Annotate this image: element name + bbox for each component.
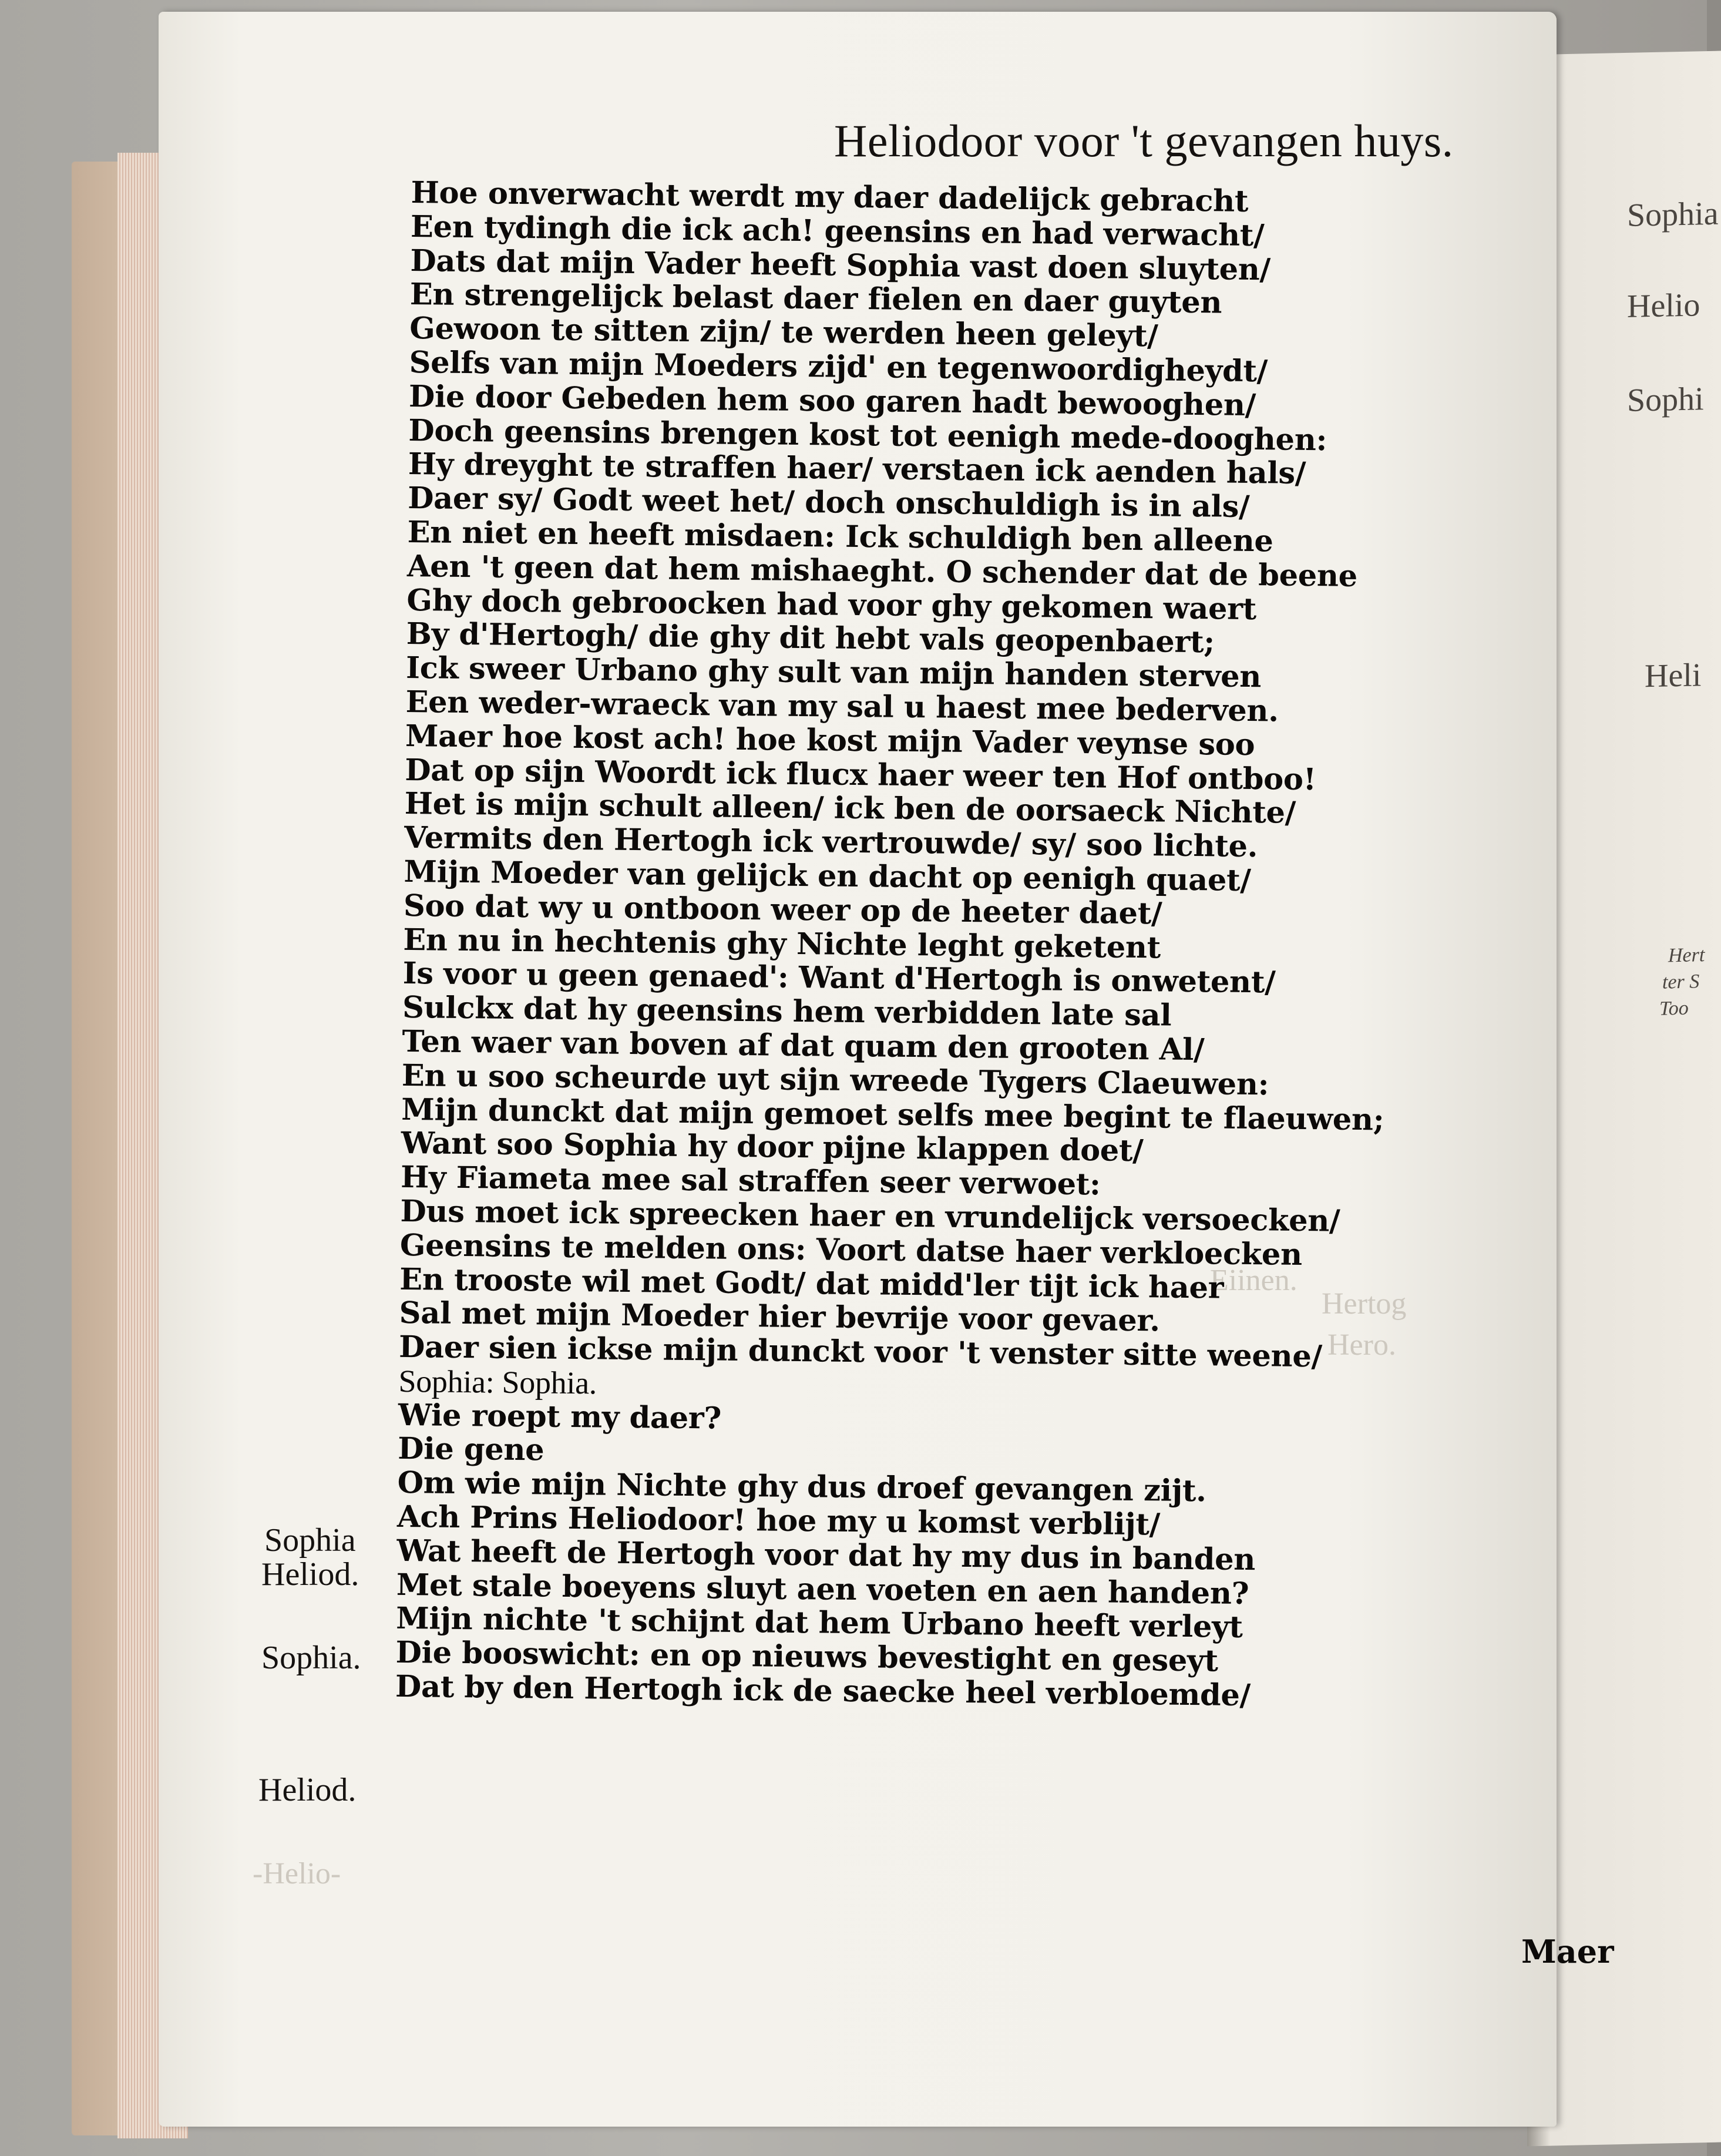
verse-line: Een weder-wraeck van my sal u haest mee bederven. xyxy=(405,684,1279,729)
show-through-fragment: Eiinen. xyxy=(1210,1264,1298,1297)
verse-line: En niet en heeft misdaen: Ick schuldigh ben alleene xyxy=(407,514,1273,559)
verse-line: Met stale boeyens sluyt aen voeten en aen handen? xyxy=(396,1567,1249,1611)
verse-line: Ach Prins Heliodoor! hoe my u komst verblijt/ xyxy=(396,1499,1161,1543)
verse-line: Ghy doch gebroocken had voor ghy gekomen waert xyxy=(406,582,1257,627)
verse-line: Die door Gebeden hem soo garen hadt bewooghen/ xyxy=(408,378,1256,423)
facing-page-fragment: ter S xyxy=(1662,970,1700,993)
verse-line: Het is mijn schult alleen/ ick ben de oorsaeck Nichte/ xyxy=(404,786,1296,831)
verse-line: Wie roept my daer? xyxy=(398,1397,722,1436)
verse-line: En u soo scheurde uyt sijn wreede Tygers Claeuwen: xyxy=(401,1057,1269,1103)
verse-line: Dats dat mijn Vader heeft Sophia vast doen sluyten/ xyxy=(410,243,1271,287)
running-head: Heliodoor voor 't gevangen huys. xyxy=(834,115,1454,166)
verse-line: En nu in hechtenis ghy Nichte leght geketent xyxy=(403,922,1161,965)
speaker-label: Sophia. xyxy=(261,1640,361,1676)
verse-line: Daer sien ickse mijn dunckt voor 't venster sitte weene/ xyxy=(398,1329,1323,1375)
verse-line: Mijn Moeder van gelijck en dacht op eenigh quaet/ xyxy=(404,854,1252,898)
speaker-label: Heliod. xyxy=(261,1556,359,1593)
verse-line: Sal met mijn Moeder hier bevrije voor gevaer. xyxy=(399,1295,1161,1339)
verse-line: Is voor u geen genaed': Want d'Hertogh is onwetent/ xyxy=(402,956,1276,1000)
speaker-label: Sophia xyxy=(264,1522,356,1559)
facing-page-fragment: Too xyxy=(1659,997,1689,1020)
verse-line: Daer sy/ Godt weet het/ doch onschuldigh is in als/ xyxy=(407,481,1250,525)
verse-line: Dat by den Hertogh ick de saecke heel verbloemde/ xyxy=(395,1668,1251,1714)
verse-line: Ten waer van boven af dat quam den grooten Al/ xyxy=(402,1023,1205,1068)
verse-line: Maer hoe kost ach! hoe kost mijn Vader veynse soo xyxy=(405,718,1255,763)
verse-line: Doch geensins brengen kost tot eenigh mede-dooghen: xyxy=(408,412,1327,458)
verse-line: Gewoon te sitten zijn/ te werden heen geleyt/ xyxy=(409,311,1158,354)
verse-line: Hoe onverwacht werdt my daer dadelijck gebracht xyxy=(411,175,1249,219)
verse-line: Geensins te melden ons: Voort datse haer verkloecken xyxy=(399,1227,1303,1272)
show-through-fragment: -Helio- xyxy=(253,1857,341,1890)
verse-line: Hy Fiameta mee sal straffen seer verwoet: xyxy=(400,1160,1101,1203)
verse-line: Die gene xyxy=(397,1431,544,1468)
speaker-label: Heliod. xyxy=(258,1772,357,1808)
verse-line: Ick sweer Urbano ghy sult van mijn handen sterven xyxy=(405,650,1262,695)
verse-line: Want soo Sophia hy door pijne klappen doet/ xyxy=(401,1126,1144,1169)
verse-line: Sulckx dat hy geensins hem verbidden late sal xyxy=(402,990,1172,1033)
facing-page-fragment: Heli xyxy=(1645,657,1702,695)
facing-page-fragment: Sophi xyxy=(1627,381,1704,419)
verse-line: Selfs van mijn Moeders zijd' en tegenwoordigheydt/ xyxy=(409,344,1268,389)
show-through-fragment: Hertog xyxy=(1322,1287,1407,1321)
verse-line: Een tydingh die ick ach! geensins en had verwacht/ xyxy=(410,209,1265,254)
verse-line: Dat op sijn Woordt ick flucx haer weer ten Hof ontboo! xyxy=(405,752,1317,797)
verse-line: Wat heeft de Hertogh voor dat hy my dus in banden xyxy=(396,1533,1256,1578)
verse-line: En trooste wil met Godt/ dat midd'ler tijt ick haer xyxy=(399,1261,1224,1306)
facing-page-fragment: Helio xyxy=(1627,287,1700,325)
verse-line: Mijn dunckt dat mijn gemoet selfs mee begint te flaeuwen; xyxy=(401,1092,1384,1137)
verse-text xyxy=(395,176,1394,1714)
verse-line: Sophia: Sophia. xyxy=(398,1363,597,1401)
verse-line: Soo dat wy u ontboon weer op de heeter daet/ xyxy=(403,888,1162,932)
verse-line: En strengelijck belast daer fielen en daer guyten xyxy=(409,277,1222,321)
verse-line: Hy dreyght te straffen haer/ verstaen ick aenden hals/ xyxy=(408,446,1306,492)
verse-line: Aen 't geen dat hem mishaeght. O schender dat de beene xyxy=(406,548,1358,594)
verse-line: Om wie mijn Nichte ghy dus droef gevangen zijt. xyxy=(397,1465,1206,1509)
verse-line: Mijn nichte 't schijnt dat hem Urbano heeft verleyt xyxy=(395,1601,1243,1645)
verse-line: Vermits den Hertogh ick vertrouwde/ sy/ soo lichte. xyxy=(404,820,1258,865)
verse-line: Die booswicht: en op nieuws bevestight en geseyt xyxy=(395,1635,1218,1679)
facing-page-fragment: Hert xyxy=(1668,944,1705,967)
facing-page-fragment: Sophia xyxy=(1627,195,1719,234)
catchword: Maer xyxy=(1521,1933,1614,1970)
show-through-fragment: Hero. xyxy=(1327,1328,1396,1362)
verse-line: Dus moet ick spreecken haer en vrundelijck versoecken/ xyxy=(400,1193,1340,1239)
verse-line: By d'Hertogh/ die ghy dit hebt vals geopenbaert; xyxy=(406,616,1215,660)
